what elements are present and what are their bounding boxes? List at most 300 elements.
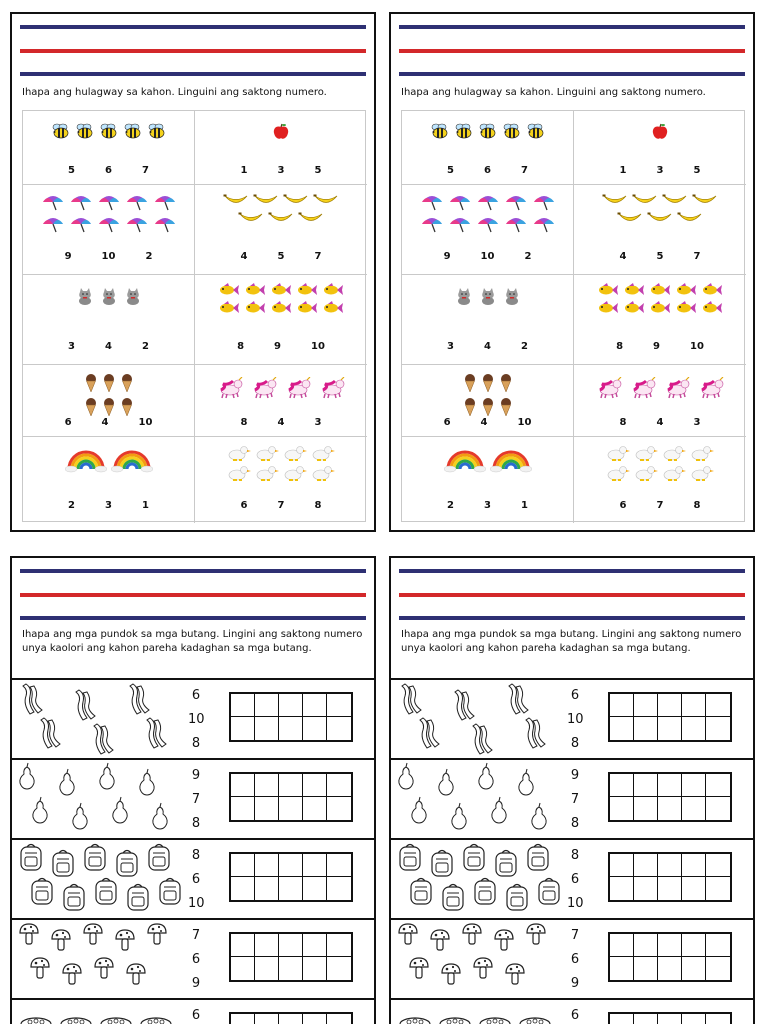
fish-icon — [675, 301, 697, 315]
ten-frame-box[interactable] — [634, 774, 658, 797]
number-choice[interactable]: 3 — [68, 341, 76, 352]
ten-frame-box[interactable] — [682, 957, 706, 980]
count-row — [391, 918, 753, 998]
number-choice[interactable]: 3 — [484, 500, 491, 511]
number-choice[interactable]: 7 — [570, 792, 580, 807]
mushroom-icon — [125, 962, 147, 990]
number-choice[interactable]: 9 — [64, 251, 72, 262]
number-choice[interactable]: 9 — [191, 768, 201, 783]
number-choice[interactable]: 4 — [101, 417, 109, 428]
number-choice[interactable]: 6 — [484, 165, 491, 176]
number-choice[interactable]: 10 — [311, 341, 325, 352]
ten-frame-box[interactable] — [658, 797, 682, 820]
ice-cream-cone-icon — [463, 373, 477, 393]
ten-frame-box[interactable] — [610, 877, 634, 900]
duck-icon — [311, 465, 335, 481]
number-choice[interactable]: 7 — [277, 500, 285, 511]
pear-icon — [410, 796, 428, 828]
number-choices — [195, 417, 367, 428]
picture-group — [23, 121, 194, 141]
number-choices — [188, 684, 204, 756]
ten-frame-box[interactable] — [658, 774, 682, 797]
ten-frame-box[interactable] — [279, 717, 303, 740]
count-cell — [574, 275, 746, 365]
ten-frame-box[interactable] — [658, 694, 682, 717]
ten-frame-box[interactable] — [303, 1014, 327, 1024]
number-choice[interactable]: 5 — [693, 165, 701, 176]
ten-frame-box[interactable] — [279, 797, 303, 820]
number-choice[interactable]: 4 — [656, 417, 664, 428]
number-choice[interactable]: 6 — [240, 500, 248, 511]
rainbow-icon — [444, 449, 486, 473]
number-choice[interactable]: 10 — [567, 896, 584, 911]
picture-group — [402, 371, 573, 419]
navy-stripe — [399, 569, 745, 573]
pear-icon — [517, 768, 535, 800]
number-choice[interactable]: 3 — [105, 500, 112, 511]
ten-frame-box[interactable] — [231, 774, 255, 797]
number-choice[interactable]: 6 — [191, 1008, 201, 1023]
unicorn-icon — [696, 377, 726, 399]
fish-icon — [296, 283, 318, 297]
ten-frame-box[interactable] — [231, 694, 255, 717]
number-choice[interactable]: 7 — [191, 792, 201, 807]
number-choice[interactable]: 6 — [191, 952, 201, 967]
ice-cream-cone-icon — [499, 397, 513, 417]
ten-frame-box[interactable] — [255, 877, 279, 900]
mushroom-icon — [397, 922, 419, 950]
ten-frame-box[interactable] — [634, 797, 658, 820]
ten-frame-box[interactable] — [279, 1014, 303, 1024]
ten-frame-box[interactable] — [279, 694, 303, 717]
ice-cream-cone-icon — [120, 397, 134, 417]
number-choice[interactable]: 3 — [314, 417, 322, 428]
number-choices — [402, 165, 573, 176]
object-group — [18, 922, 183, 994]
number-choices — [23, 500, 194, 511]
fish-icon — [597, 283, 619, 297]
ten-frame-box[interactable] — [610, 854, 634, 877]
number-choice[interactable]: 1 — [141, 500, 149, 511]
ten-frame-box[interactable] — [658, 877, 682, 900]
number-choice[interactable]: 9 — [570, 768, 580, 783]
number-choice[interactable]: 7 — [314, 251, 322, 262]
number-choice[interactable]: 6 — [64, 417, 72, 428]
ten-frame-box[interactable] — [658, 717, 682, 740]
ten-frame-box[interactable] — [279, 774, 303, 797]
number-choices — [402, 417, 573, 428]
banana-icon — [298, 211, 324, 225]
number-choice[interactable]: 3 — [447, 341, 455, 352]
ten-frame-box[interactable] — [682, 934, 706, 957]
number-choice[interactable]: 1 — [520, 500, 528, 511]
number-choice[interactable]: 10 — [188, 712, 205, 727]
cat-icon — [454, 287, 474, 305]
ten-frame-box[interactable] — [634, 877, 658, 900]
number-choice[interactable]: 5 — [314, 165, 322, 176]
fish-icon — [322, 301, 344, 315]
ten-frame-box[interactable] — [279, 934, 303, 957]
number-choice[interactable]: 2 — [520, 341, 528, 352]
number-choice[interactable]: 4 — [619, 251, 627, 262]
ten-frame-box[interactable] — [610, 797, 634, 820]
count-cell — [23, 275, 195, 365]
picture-group — [574, 443, 746, 483]
ten-frame-box[interactable] — [658, 934, 682, 957]
object-group — [397, 1002, 562, 1024]
number-choice[interactable]: 7 — [693, 251, 701, 262]
fish-icon — [244, 301, 266, 315]
number-choice[interactable]: 5 — [68, 165, 76, 176]
ten-frame-box[interactable] — [255, 717, 279, 740]
number-choice[interactable]: 2 — [141, 341, 149, 352]
ten-frame-box[interactable] — [231, 1014, 255, 1024]
number-choice[interactable]: 10 — [138, 417, 153, 428]
ten-frame-box[interactable] — [255, 694, 279, 717]
number-choice[interactable]: 10 — [690, 341, 704, 352]
ten-frame-box[interactable] — [682, 717, 706, 740]
scarf-icon — [71, 688, 101, 726]
pear-icon — [477, 762, 495, 794]
number-choice[interactable]: 7 — [656, 500, 664, 511]
basket-icon — [437, 1016, 473, 1024]
ten-frame-box[interactable] — [279, 877, 303, 900]
number-choices — [402, 251, 573, 262]
ten-frame-box[interactable] — [706, 774, 730, 797]
number-choices — [195, 251, 367, 262]
ten-frame-box[interactable] — [303, 797, 327, 820]
number-choice[interactable]: 8 — [314, 500, 322, 511]
ten-frame-boxes[interactable] — [608, 852, 732, 902]
banana-icon — [253, 193, 279, 207]
number-choices — [574, 251, 746, 262]
backpack-icon — [125, 882, 151, 916]
banana-icon — [662, 193, 688, 207]
ten-frame-box[interactable] — [682, 854, 706, 877]
number-choice[interactable]: 6 — [570, 1008, 580, 1023]
ten-frame-box[interactable] — [327, 854, 351, 877]
ten-frame-box[interactable] — [634, 957, 658, 980]
number-choice[interactable]: 5 — [447, 165, 455, 176]
backpack-icon — [29, 876, 55, 910]
ten-frame-box[interactable] — [327, 957, 351, 980]
ten-frame-box[interactable] — [303, 854, 327, 877]
number-choice[interactable]: 4 — [480, 417, 488, 428]
count-cell — [195, 275, 367, 365]
number-choices — [567, 684, 583, 756]
fish-icon — [649, 301, 671, 315]
number-choice[interactable]: 8 — [570, 736, 580, 751]
ten-frame-box[interactable] — [658, 854, 682, 877]
number-choice[interactable]: 10 — [567, 712, 584, 727]
number-choice[interactable]: 8 — [693, 500, 701, 511]
basket-icon — [18, 1016, 54, 1024]
backpack-icon — [472, 876, 498, 910]
pear-icon — [151, 802, 169, 834]
ten-frame-box[interactable] — [706, 877, 730, 900]
pear-icon — [31, 796, 49, 828]
number-choice[interactable]: 6 — [105, 165, 112, 176]
pear-icon — [530, 802, 548, 834]
backpack-icon — [157, 876, 183, 910]
navy-stripe — [399, 25, 745, 29]
number-choice[interactable]: 7 — [191, 928, 201, 943]
ten-frame-box[interactable] — [634, 694, 658, 717]
number-choice[interactable]: 6 — [570, 872, 580, 887]
number-choices — [574, 500, 746, 511]
number-choice[interactable]: 8 — [570, 848, 580, 863]
picture-count-grid — [22, 110, 366, 522]
ten-frame-boxes[interactable] — [608, 1012, 732, 1024]
number-choice[interactable]: 5 — [277, 251, 285, 262]
umbrella-icon — [153, 215, 177, 233]
ten-frame-boxes[interactable] — [229, 772, 353, 822]
banana-icon — [602, 193, 628, 207]
ten-frame-box[interactable] — [682, 694, 706, 717]
ten-frame-box[interactable] — [231, 854, 255, 877]
picture-group — [195, 443, 367, 483]
number-choice[interactable]: 3 — [277, 165, 285, 176]
number-choice[interactable]: 7 — [520, 165, 528, 176]
ten-frame-box[interactable] — [231, 934, 255, 957]
ten-frame-box[interactable] — [303, 717, 327, 740]
ten-frame-box[interactable] — [303, 774, 327, 797]
picture-group — [23, 191, 194, 235]
umbrella-icon — [69, 193, 93, 211]
number-choice[interactable]: 6 — [191, 872, 201, 887]
ten-frame-box[interactable] — [634, 717, 658, 740]
ten-frame-box[interactable] — [327, 1014, 351, 1024]
number-choice[interactable]: 6 — [570, 952, 580, 967]
banana-icon — [268, 211, 294, 225]
number-choice[interactable]: 9 — [274, 341, 281, 352]
ice-cream-cone-icon — [120, 373, 134, 393]
ten-frame-boxes[interactable] — [608, 772, 732, 822]
ten-frame-box[interactable] — [634, 1014, 658, 1024]
fish-icon — [675, 283, 697, 297]
ten-frame-box[interactable] — [279, 957, 303, 980]
ten-frame-box[interactable] — [327, 877, 351, 900]
ten-frame-box[interactable] — [303, 694, 327, 717]
ten-frame-boxes[interactable] — [229, 692, 353, 742]
ten-frame-boxes[interactable] — [229, 932, 353, 982]
unicorn-icon — [662, 377, 692, 399]
ten-frame-boxes[interactable] — [608, 692, 732, 742]
number-choice[interactable]: 5 — [656, 251, 664, 262]
umbrella-icon — [420, 193, 444, 211]
picture-group — [23, 285, 194, 307]
bee-icon — [526, 123, 546, 139]
ten-frame-box[interactable] — [255, 854, 279, 877]
number-choice[interactable]: 9 — [191, 976, 201, 991]
number-choice[interactable]: 8 — [237, 341, 245, 352]
number-choice[interactable]: 7 — [570, 928, 580, 943]
number-choice[interactable]: 2 — [145, 251, 153, 262]
number-choice[interactable]: 8 — [619, 417, 627, 428]
ten-frame-box[interactable] — [706, 934, 730, 957]
pear-icon — [490, 796, 508, 828]
duck-icon — [311, 445, 335, 461]
number-choice[interactable]: 10 — [517, 417, 532, 428]
ten-frame-box[interactable] — [231, 797, 255, 820]
ten-frame-box[interactable] — [610, 1014, 634, 1024]
picture-count-grid — [401, 110, 745, 522]
duck-icon — [662, 445, 686, 461]
number-choice[interactable]: 2 — [68, 500, 76, 511]
ten-frame-box[interactable] — [610, 717, 634, 740]
ten-frame-box[interactable] — [682, 797, 706, 820]
mushroom-icon — [493, 928, 515, 956]
ten-frame-box[interactable] — [706, 1014, 730, 1024]
picture-group — [195, 281, 367, 317]
number-choice[interactable]: 8 — [616, 341, 624, 352]
ten-frame-box[interactable] — [706, 717, 730, 740]
duck-icon — [283, 445, 307, 461]
scarf-icon — [521, 716, 551, 754]
picture-group — [574, 375, 746, 401]
ten-frame-box[interactable] — [303, 877, 327, 900]
ten-frame-box[interactable] — [327, 717, 351, 740]
picture-group — [402, 447, 573, 475]
ten-frame-box[interactable] — [634, 854, 658, 877]
ten-frame-box[interactable] — [682, 877, 706, 900]
number-choice[interactable]: 8 — [191, 848, 201, 863]
ten-frame-box[interactable] — [706, 797, 730, 820]
backpack-icon — [93, 876, 119, 910]
count-row — [12, 838, 374, 918]
number-choice[interactable]: 6 — [443, 417, 451, 428]
number-choice[interactable]: 9 — [443, 251, 451, 262]
ten-frame-box[interactable] — [255, 934, 279, 957]
umbrella-icon — [420, 215, 444, 233]
number-choice[interactable]: 8 — [191, 736, 201, 751]
instruction-text: Ihapa ang hulagway sa kahon. Linguini ang saktong numero. — [22, 87, 327, 98]
ten-frame-box[interactable] — [610, 694, 634, 717]
worksheet-count-and-color-1 — [10, 556, 376, 1024]
fish-icon — [270, 301, 292, 315]
ten-frame-box[interactable] — [231, 717, 255, 740]
mushroom-icon — [472, 956, 494, 984]
ten-frame-box[interactable] — [327, 934, 351, 957]
bee-icon — [123, 123, 143, 139]
number-choice[interactable]: 3 — [693, 417, 701, 428]
ten-frame-box[interactable] — [706, 854, 730, 877]
ten-frame-box[interactable] — [327, 694, 351, 717]
ten-frame-box[interactable] — [658, 1014, 682, 1024]
mushroom-icon — [461, 922, 483, 950]
instruction-text: Ihapa ang mga pundok sa mga butang. Lingini ang saktong numero unya kaolori ang kahon pareha kadaghan sa mga butang. — [401, 629, 742, 654]
scarf-icon — [450, 688, 480, 726]
ten-frame-boxes[interactable] — [608, 932, 732, 982]
duck-icon — [606, 445, 630, 461]
number-choice[interactable]: 1 — [619, 165, 627, 176]
ten-frame-box[interactable] — [303, 957, 327, 980]
number-choice[interactable]: 10 — [101, 251, 116, 262]
pear-icon — [71, 802, 89, 834]
ten-frame-box[interactable] — [610, 957, 634, 980]
number-choice[interactable]: 4 — [484, 341, 491, 352]
umbrella-icon — [97, 215, 121, 233]
backpack-icon — [461, 842, 487, 876]
number-choices — [188, 924, 204, 996]
ten-frame-box[interactable] — [279, 854, 303, 877]
ten-frame-box[interactable] — [706, 694, 730, 717]
navy-stripe — [20, 72, 366, 76]
bee-icon — [51, 123, 71, 139]
ten-frame-box[interactable] — [255, 774, 279, 797]
number-choice[interactable]: 6 — [191, 688, 201, 703]
number-choice[interactable]: 1 — [240, 165, 248, 176]
number-choice[interactable]: 8 — [191, 816, 201, 831]
number-choice[interactable]: 2 — [524, 251, 532, 262]
number-choice[interactable]: 9 — [653, 341, 660, 352]
number-choice[interactable]: 4 — [105, 341, 112, 352]
scarf-icon — [89, 722, 119, 760]
ten-frame-box[interactable] — [682, 1014, 706, 1024]
scarf-icon — [142, 716, 172, 754]
number-choice[interactable]: 8 — [240, 417, 248, 428]
ten-frame-box[interactable] — [682, 774, 706, 797]
count-cell — [23, 111, 195, 185]
ten-frame-box[interactable] — [327, 774, 351, 797]
number-choice[interactable]: 10 — [188, 896, 205, 911]
number-choice[interactable]: 6 — [619, 500, 627, 511]
number-choice[interactable]: 4 — [277, 417, 285, 428]
mushroom-icon — [82, 922, 104, 950]
ten-frame-box[interactable] — [255, 957, 279, 980]
ten-frame-box[interactable] — [303, 934, 327, 957]
number-choices — [195, 165, 367, 176]
number-choice[interactable]: 8 — [570, 816, 580, 831]
scarf-icon — [468, 722, 498, 760]
number-choices — [195, 341, 367, 352]
ten-frame-box[interactable] — [231, 877, 255, 900]
ten-frame-box[interactable] — [255, 1014, 279, 1024]
ten-frame-box[interactable] — [658, 957, 682, 980]
number-choice[interactable]: 3 — [656, 165, 664, 176]
navy-stripe — [20, 569, 366, 573]
duck-icon — [255, 445, 279, 461]
ten-frame-box[interactable] — [634, 934, 658, 957]
count-row — [391, 998, 753, 1024]
number-choice[interactable]: 2 — [447, 500, 455, 511]
mushroom-icon — [504, 962, 526, 990]
number-choice[interactable]: 10 — [480, 251, 495, 262]
cat-icon — [123, 287, 143, 305]
backpack-icon — [525, 842, 551, 876]
object-group — [397, 762, 562, 834]
number-choice[interactable]: 7 — [141, 165, 149, 176]
number-choice[interactable]: 4 — [240, 251, 248, 262]
ten-frame-boxes[interactable] — [229, 1012, 353, 1024]
basket-icon — [138, 1016, 174, 1024]
number-choice[interactable]: 6 — [570, 688, 580, 703]
count-row — [12, 758, 374, 838]
pear-icon — [58, 768, 76, 800]
backpack-icon — [61, 882, 87, 916]
ten-frame-box[interactable] — [255, 797, 279, 820]
banana-icon — [632, 193, 658, 207]
ten-frame-box[interactable] — [327, 797, 351, 820]
ten-frame-box[interactable] — [610, 934, 634, 957]
ten-frame-box[interactable] — [231, 957, 255, 980]
ten-frame-box[interactable] — [706, 957, 730, 980]
picture-group — [574, 191, 746, 227]
ten-frame-boxes[interactable] — [229, 852, 353, 902]
picture-group — [195, 375, 367, 401]
ten-frame-box[interactable] — [610, 774, 634, 797]
number-choice[interactable]: 9 — [570, 976, 580, 991]
